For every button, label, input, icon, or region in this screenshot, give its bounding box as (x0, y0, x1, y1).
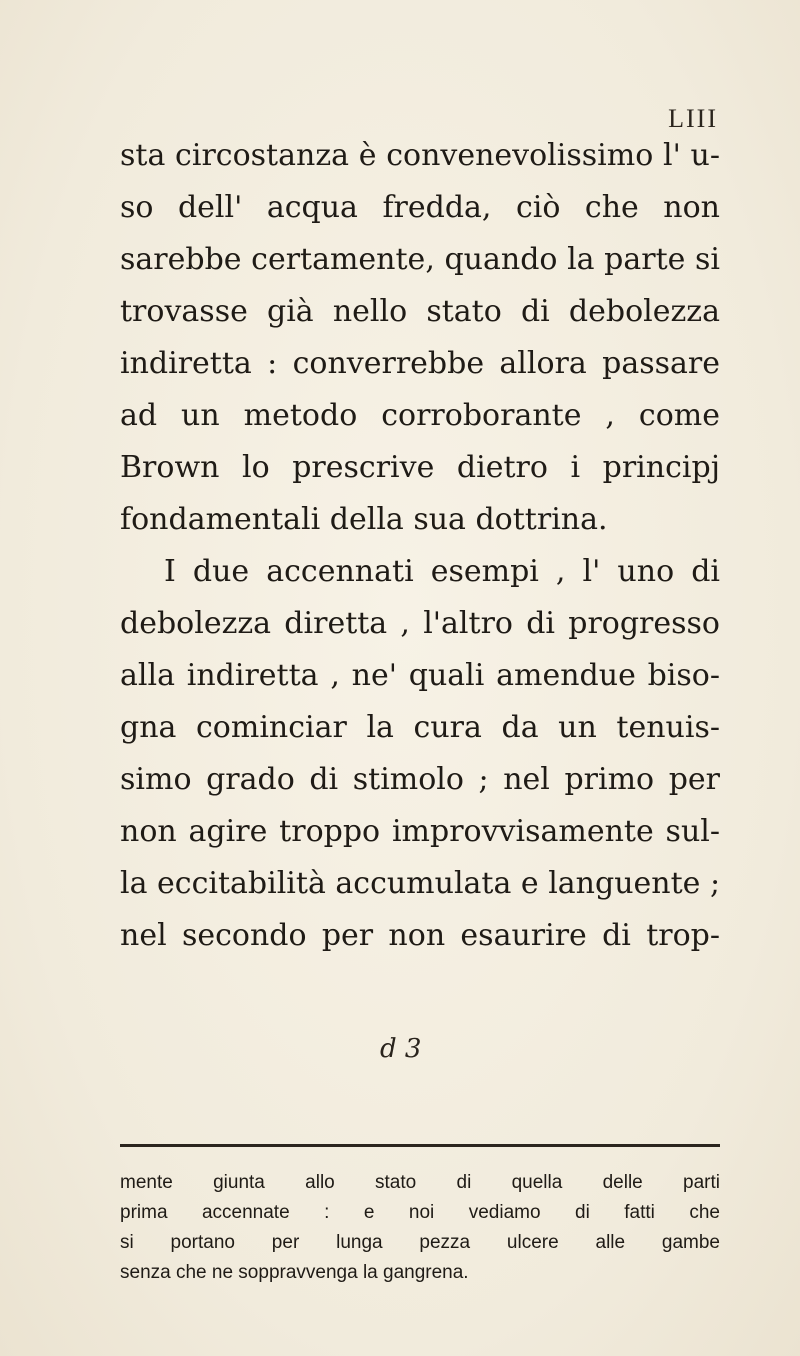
body-line: trovasse già nello stato di debolezza (120, 294, 720, 329)
paragraph-start-line: I due accennati esempi , l' uno di (164, 554, 720, 589)
body-line: sta circostanza è convenevolissimo l' u- (120, 138, 720, 173)
page-number: LIII (668, 104, 718, 133)
body-line: ad un metodo corroborante , come (120, 398, 720, 433)
body-line: gna cominciar la cura da un tenuis- (120, 710, 720, 745)
body-text (120, 130, 720, 962)
body-line: la eccitabilità accumulata e languente ; (120, 866, 721, 901)
body-line: sarebbe certamente, quando la parte si (120, 242, 720, 277)
footnote-divider (120, 1144, 720, 1147)
body-line: indiretta : converrebbe allora passare (120, 346, 720, 381)
body-line: Brown lo prescrive dietro i principj (120, 450, 720, 485)
footnote-line: mente giunta allo stato di quella delle parti (120, 1172, 720, 1193)
body-line: simo grado di stimolo ; nel primo per (120, 762, 720, 797)
footnote-line: senza che ne soppravvenga la gangrena. (120, 1262, 469, 1283)
footnote-line: prima accennate : e noi vediamo di fatti che (120, 1202, 720, 1223)
footnote-text (120, 1168, 720, 1288)
body-line: nel secondo per non esaurire di trop- (120, 918, 720, 953)
body-line: non agire troppo improvvisamente sul- (120, 814, 720, 849)
body-line: debolezza diretta , l'altro di progresso (120, 606, 720, 641)
footnote-line: si portano per lunga pezza ulcere alle gambe (120, 1232, 720, 1253)
body-line: alla indiretta , ne' quali amendue biso- (120, 658, 720, 693)
signature-mark: d 3 (380, 1034, 422, 1064)
body-line: so dell' acqua fredda, ciò che non (120, 190, 720, 225)
body-line: fondamentali della sua dottrina. (120, 502, 608, 537)
